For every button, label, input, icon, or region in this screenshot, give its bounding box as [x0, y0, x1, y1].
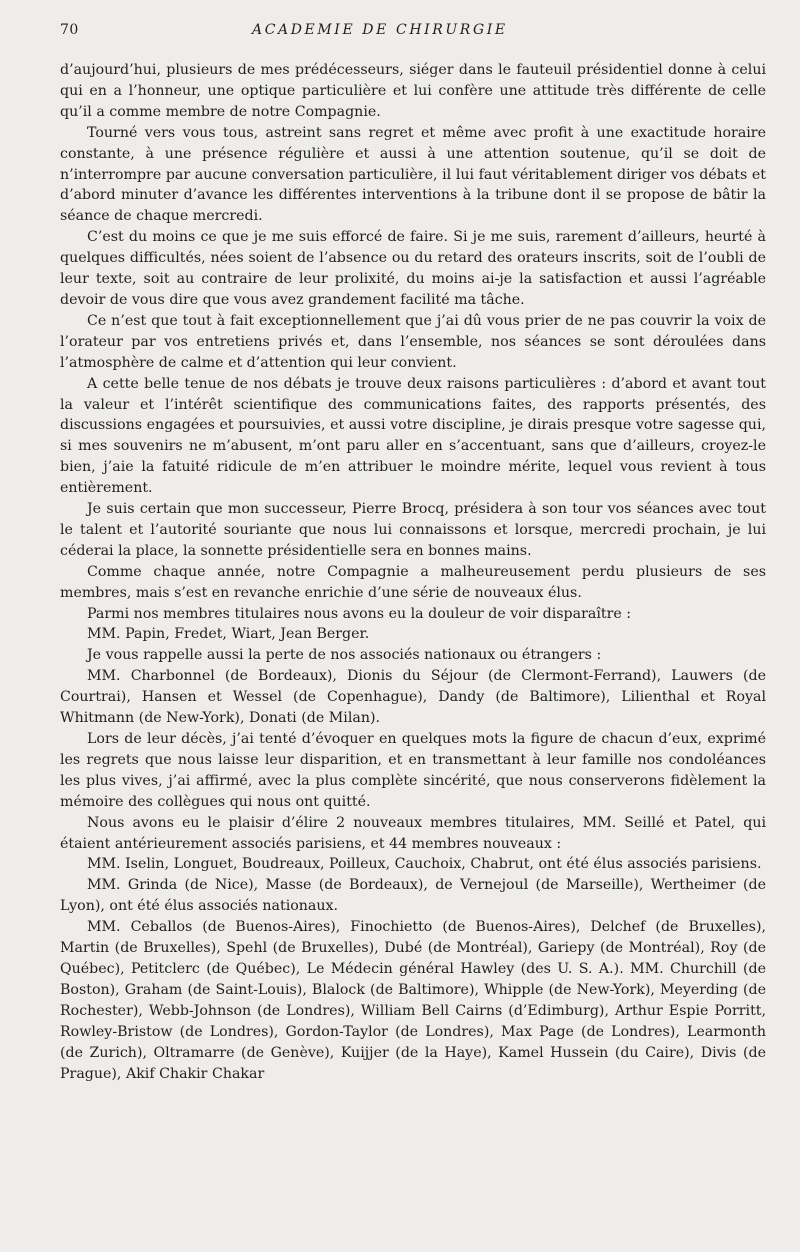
- paragraph: Parmi nos membres titulaires nous avons eu la douleur de voir disparaître :: [87, 605, 632, 622]
- paragraph: Comme chaque année, notre Compagnie a malheureusement perdu plusieurs de ses membres, mais s’est en revanche enrichie d’une série de nouveaux élus.: [60, 563, 766, 601]
- paragraph: A cette belle tenue de nos débats je trouve deux raisons particulières : d’abord et avant tout la valeur et l’intérêt scientifique des communications faites, des rapports présentés, des discussions engagées et poursuivies, et aussi votre discipline, je dirais presque votre sagesse qui, si mes souvenirs ne m’abusent, m’ont paru aller en s’accentuant, sans que d’ailleurs, croyez-le bien, j’aie la fatuité ridicule de m’en attribuer le moindre mérite, lequel vous revient à tous entièrement.: [60, 375, 766, 497]
- paragraph: Tourné vers vous tous, astreint sans regret et même avec profit à une exactitude horaire constante, à une présence régulière et aussi à une attention soutenue, qu’il se doit de n’interrompre par aucune conversation particulière, il lui faut véritablement diriger vos débats et d’abord minuter d’avance les différentes interventions à la tribune dont il se propose de bâtir la séance de chaque mercredi.: [60, 124, 766, 225]
- paragraph: C’est du moins ce que je me suis efforcé de faire. Si je me suis, rarement d’ailleurs, heurté à quelques difficultés, nées soient de l’absence ou du retard des orateurs inscrits, soit de l’oubli de leur texte, soit au contraire de leur prolixité, du moins ai-je la satisfaction et aussi l’agréable devoir de vous dire que vous avez grandement facilité ma tâche.: [60, 229, 766, 308]
- paragraph: Nous avons eu le plaisir d’élire 2 nouveaux membres titulaires, MM. Seillé et Patel, qui étaient antérieurement associés parisiens, et 44 membres nouveaux :: [60, 814, 766, 852]
- paragraph: MM. Iselin, Longuet, Boudreaux, Poilleux, Cauchoix, Chabrut, ont été élus associés parisiens.: [87, 856, 762, 873]
- paragraph: Je vous rappelle aussi la perte de nos associés nationaux ou étrangers :: [87, 647, 602, 664]
- page-number: 70: [60, 22, 79, 38]
- paragraph: MM. Grinda (de Nice), Masse (de Bordeaux), de Vernejoul (de Marseille), Wertheimer (de Lyon), ont été élus associés nationaux.: [60, 877, 766, 915]
- paragraph: Lors de leur décès, j’ai tenté d’évoquer en quelques mots la figure de chacun d’eux, exprimé les regrets que nous laisse leur disparition, et en transmettant à leur famille nos condoléances les plus vives, j’ai affirmé, avec la plus complète sincérité, que nous conserverons fidèlement la mémoire des collègues qui nous ont quitté.: [60, 731, 766, 810]
- paragraph: Ce n’est que tout à fait exceptionnellement que j’ai dû vous prier de ne pas couvrir la voix de l’orateur par vos entretiens privés et, dans l’ensemble, nos séances se sont déroulées dans l’atmosphère de calme et d’attention qui leur convient.: [60, 312, 766, 371]
- running-title: ACADEMIE DE CHIRURGIE: [252, 22, 508, 38]
- paragraph: Je suis certain que mon successeur, Pierre Brocq, présidera à son tour vos séances avec tout le talent et l’autorité souriante que nous lui connaissons et lorsque, mercredi prochain, je lui céderai la place, la sonnette présidentielle sera en bonnes mains.: [60, 501, 766, 559]
- paragraph: MM. Charbonnel (de Bordeaux), Dionis du Séjour (de Clermont-Ferrand), Lauwers (de Courtrai), Hansen et Wessel (de Copenhague), Dandy (de Baltimore), Lilienthal et Royal Whitmann (de New-York), Donati (de Milan).: [60, 668, 766, 727]
- paragraph: d’aujourd’hui, plusieurs de mes prédécesseurs, siéger dans le fauteuil présidentiel donne à celui qui en a l’honneur, une optique particulière et lui confère une attitude très différente de celle qu’il a comme membre de notre Compagnie.: [60, 62, 766, 120]
- paragraph: MM. Ceballos (de Buenos-Aires), Finochietto (de Buenos-Aires), Delchef (de Bruxelles), Martin (de Bruxelles), Spehl (de Bruxelles), Dubé (de Montréal), Gariepy (de Montréal), Roy (de Québec), Petitclerc (de Québec), Le Médecin général Hawley (des U. S. A.). MM. Churchill (de Boston), Graham (de Saint-Louis), Blalock (de Baltimore), Whipple (de New-York), Meyerding (de Rochester), Webb-Johnson (de Londres), William Bell Cairns (d’Edimburg), Arthur Espie Porritt, Rowley-Bristow (de Londres), Gordon-Taylor (de Londres), Max Page (de Londres), Learmonth (de Zurich), Oltramarre (de Genève), Kuijjer (de la Haye), Kamel Hussein (du Caire), Divis (de Prague), Akif Chakir Chakar: [60, 919, 766, 1082]
- body-text: [60, 60, 766, 1084]
- page-header: [60, 22, 766, 44]
- paragraph: MM. Papin, Fredet, Wiart, Jean Berger.: [87, 626, 370, 643]
